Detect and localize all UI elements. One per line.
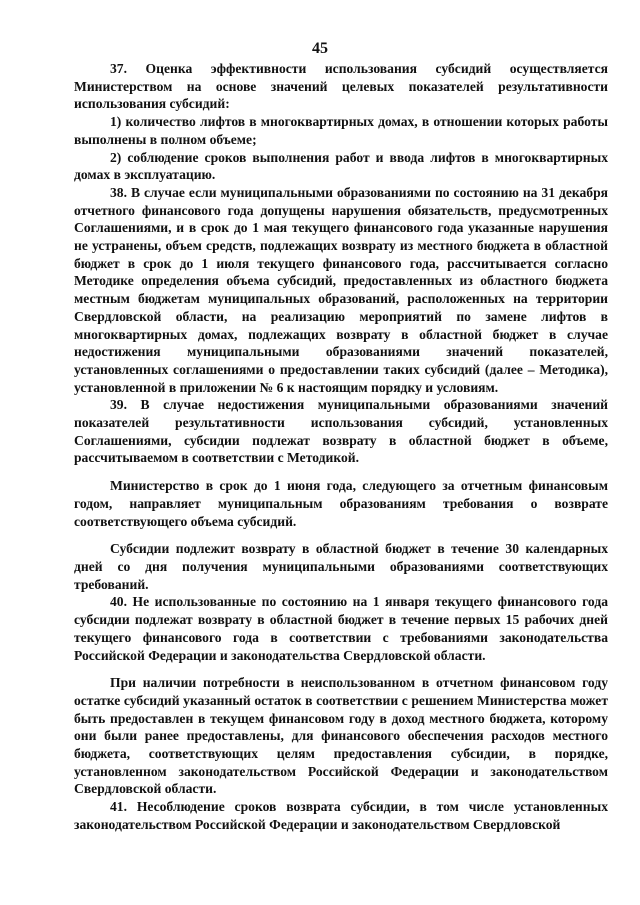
paragraph-37-item-2: 2) соблюдение сроков выполнения работ и ввода лифтов в многоквартирных домах в эксплуатацию. xyxy=(74,149,608,183)
paragraph-39: 39. В случае недостижения муниципальными образованиями значений показателей результативности использования субсидий, установленных Соглашениями, субсидии подлежат возврату в областной бюджет в объеме, рассчитываемом в соответствии с Методикой. xyxy=(74,397,608,466)
paragraph-37-item-1: 1) количество лифтов в многоквартирных домах, в отношении которых работы выполнены в полном объеме; xyxy=(74,114,608,147)
paragraph-40-remainder: При наличии потребности в неиспользованном в отчетном финансовом году остатке субсидий указанный остаток в соответствии с решением Министерства может быть предоставлен в текущем финансовом году в доход местного бюджета, которому они были ранее предоставлены, для финансового обеспечения расходов местного бюджета, соответствующих целям предоставления субсидии, в порядке, установленном законодательством Российской Федерации и законодательством Свердловской области. xyxy=(74,675,608,797)
paragraph-38: 38. В случае если муниципальными образованиями по состоянию на 31 декабря отчетного финансового года допущены нарушения обязательств, предусмотренных Соглашениями, и в срок до 1 мая текущего финансового года указанные нарушения не устранены, объем средств, подлежащих возврату из местного бюджета в областной бюджет в срок до 1 июля текущего финансового года, рассчитывается согласно Методике определения объема субсидий, предоставленных из областного бюджета местным бюджетам муниципальных образований, расположенных на территории Свердловской области, на реализацию мероприятий по замене лифтов в многоквартирных домах, подлежащих возврату в областной бюджет в случае недостижения муниципальными образованиями значений показателей, установленных соглашениями о предоставлении таких субсидий (далее – Методика), установленной в приложении № 6 к настоящим порядку и условиям. xyxy=(74,184,608,395)
paragraph-41: 41. Несоблюдение сроков возврата субсидии, в том числе установленных законодательством Российской Федерации и законодательством Свердловской xyxy=(74,799,608,832)
paragraph-39-ministry-notice: Министерство в срок до 1 июня года, следующего за отчетным финансовым годом, направляет муниципальным образованиям требования о возврате соответствующего объема субсидий. xyxy=(74,478,608,529)
page-number: 45 xyxy=(312,40,328,57)
paragraph-37: 37. Оценка эффективности использования субсидий осуществляется Министерством на основе значений целевых показателей результативности использования субсидий: xyxy=(74,61,608,112)
paragraph-40: 40. Не использованные по состоянию на 1 января текущего финансового года субсидии подлежат возврату в областной бюджет в течение первых 15 рабочих дней текущего финансового года в соответствии с требованиями законодательства Российской Федерации и законодательства Свердловской области. xyxy=(74,594,608,663)
document-body xyxy=(74,60,608,834)
paragraph-39-return-term: Субсидии подлежит возврату в областной бюджет в течение 30 календарных дней со дня получения муниципальными образованиями соответствующих требований. xyxy=(74,541,608,592)
